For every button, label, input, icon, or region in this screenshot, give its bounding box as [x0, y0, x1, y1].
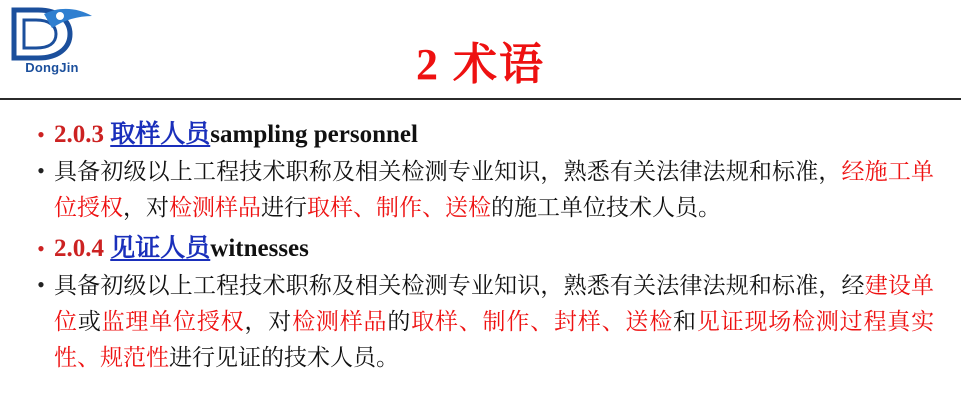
term-number: 2.0.4 — [54, 235, 104, 262]
text-segment: 进行见证的技术人员。 — [169, 345, 399, 370]
text-segment: 的施工单位技术人员。 — [491, 195, 721, 220]
list-item — [28, 118, 943, 152]
text-segment: 见证现场检测过程真实性、规范性 — [54, 309, 935, 370]
slide-content — [28, 118, 943, 378]
term-english: sampling personnel — [210, 121, 418, 148]
bullet-icon: • — [37, 122, 45, 147]
page-title: 2 术语 — [416, 40, 545, 89]
text-segment: 建设单位 — [54, 273, 935, 334]
text-segment: 取样、制作、送检 — [307, 195, 491, 220]
text-segment: 具备初级以上工程技术职称及相关检测专业知识，熟悉有关法律法规和标准， — [54, 159, 842, 184]
logo-brand-text: DongJin — [25, 60, 79, 75]
text-segment: ，对 — [244, 309, 293, 334]
text-segment: 的 — [387, 309, 412, 334]
text-segment: 取样、制作、封样、送检 — [411, 309, 674, 334]
term-heading — [54, 118, 418, 152]
text-segment: 具备初级以上工程技术职称及相关检测专业知识，熟悉有关法律法规和标准， — [54, 273, 842, 298]
bullet-icon: • — [37, 158, 45, 183]
term-chinese: 见证人员 — [110, 235, 211, 262]
text-segment: ，对 — [123, 195, 169, 220]
text-segment: 进行 — [261, 195, 307, 220]
bullet-icon: • — [37, 272, 45, 297]
title-divider — [0, 98, 961, 100]
definition-paragraph — [54, 268, 934, 376]
list-item — [28, 268, 943, 376]
term-heading — [54, 232, 309, 266]
list-item — [28, 232, 943, 266]
term-english: witnesses — [210, 235, 309, 262]
text-segment: 监理单位授权 — [101, 309, 245, 334]
bullet-icon: • — [37, 236, 45, 261]
text-segment: 检测样品 — [169, 195, 261, 220]
text-segment: 经 — [841, 273, 865, 298]
text-segment: 或 — [77, 309, 102, 334]
term-chinese: 取样人员 — [110, 121, 211, 148]
list-item — [28, 154, 943, 226]
text-segment: 经施工单位授权 — [54, 159, 935, 220]
term-number: 2.0.3 — [54, 121, 104, 148]
text-segment: 和 — [673, 309, 697, 334]
text-segment: 检测样品 — [292, 309, 388, 334]
definition-paragraph — [54, 154, 934, 226]
